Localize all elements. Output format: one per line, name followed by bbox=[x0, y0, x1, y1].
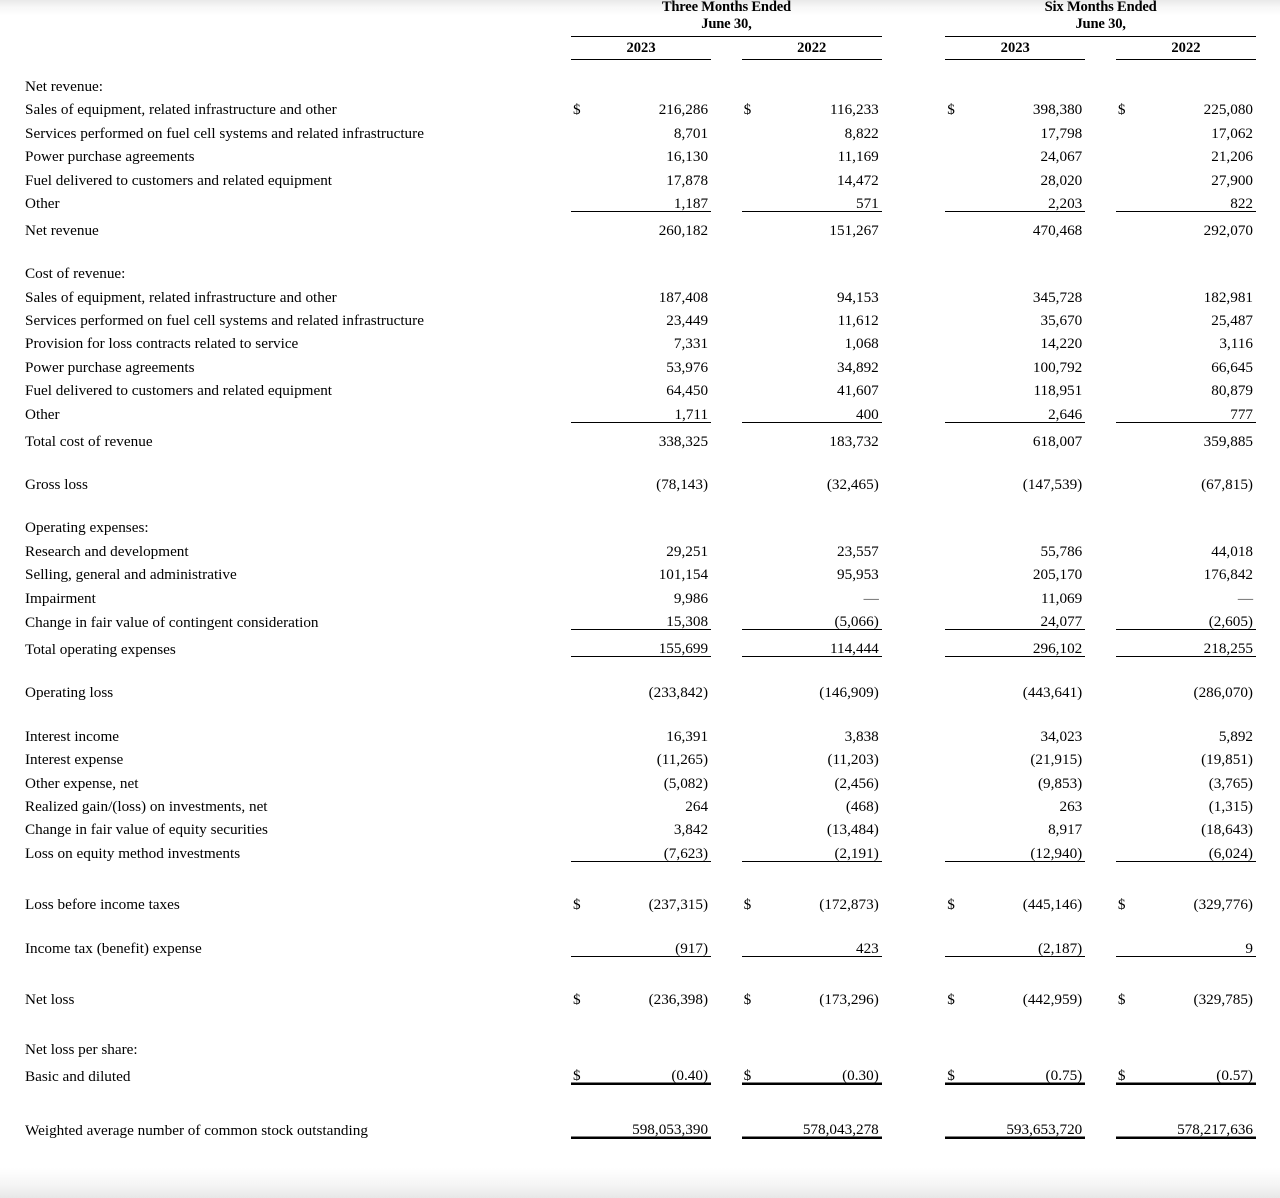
table-row-rev-sales bbox=[24, 94, 1256, 117]
spacer bbox=[24, 657, 1256, 678]
value-ytd-2022: 5,892 bbox=[1218, 727, 1253, 745]
row-label: Loss before income taxes bbox=[25, 896, 180, 914]
value-q2-2023: (917) bbox=[599, 932, 711, 956]
value-ytd-2023: (21,915) bbox=[1030, 751, 1083, 769]
currency-symbol: $ bbox=[1117, 990, 1126, 1008]
table-row-rev-services bbox=[24, 118, 1256, 141]
value-q2-2022: 578,043,278 bbox=[770, 1112, 882, 1139]
value-q2-2023: 16,130 bbox=[666, 148, 709, 166]
row-label: Impairment bbox=[25, 589, 96, 607]
header-six-months-subtitle: June 30, bbox=[1075, 15, 1126, 32]
value-q2-2023: (233,842) bbox=[648, 684, 709, 702]
row-label: Power purchase agreements bbox=[25, 358, 195, 376]
value-ytd-2022: (1,315) bbox=[1208, 797, 1253, 815]
value-q2-2023: 8,701 bbox=[673, 124, 709, 142]
value-q2-2022: 11,612 bbox=[837, 312, 879, 330]
table-row-rev-other bbox=[24, 188, 1256, 212]
value-ytd-2023: 296,102 bbox=[974, 630, 1086, 657]
value-ytd-2023: 263 bbox=[1059, 797, 1083, 815]
value-q2-2023: (0.40) bbox=[599, 1058, 711, 1085]
value-q2-2022: (173,296) bbox=[819, 990, 879, 1008]
value-q2-2022: 34,892 bbox=[837, 358, 879, 376]
value-ytd-2022: 822 bbox=[1144, 188, 1256, 212]
value-q2-2023: (7,623) bbox=[599, 838, 711, 862]
value-q2-2022: 151,267 bbox=[829, 221, 879, 239]
currency-symbol: $ bbox=[571, 1058, 599, 1085]
row-label: Operating loss bbox=[25, 684, 114, 702]
spacer bbox=[24, 1084, 1256, 1112]
value-ytd-2022: 80,879 bbox=[1211, 382, 1253, 400]
table-row-other-expense-net bbox=[24, 767, 1256, 790]
value-q2-2022: (0.30) bbox=[770, 1058, 882, 1085]
value-q2-2022: (13,484) bbox=[826, 821, 879, 839]
table-row-net-revenue-total bbox=[24, 212, 1256, 239]
value-ytd-2022: (3,765) bbox=[1208, 774, 1253, 792]
table-row-basic-and-diluted bbox=[24, 1058, 1256, 1085]
row-label: Other bbox=[25, 195, 60, 213]
value-ytd-2022: (286,070) bbox=[1193, 684, 1253, 702]
value-q2-2022: 116,233 bbox=[829, 101, 879, 119]
value-q2-2023: (5,082) bbox=[663, 774, 709, 792]
section-label: Operating expenses: bbox=[25, 519, 149, 537]
spacer bbox=[24, 956, 1256, 984]
header-year-2022-three-months: 2022 bbox=[742, 37, 882, 60]
value-q2-2022: 400 bbox=[770, 398, 882, 422]
header-six-months-title: Six Months Ended bbox=[1044, 0, 1157, 15]
value-q2-2023: 187,408 bbox=[658, 288, 709, 306]
value-ytd-2022: (19,851) bbox=[1201, 751, 1253, 769]
header-three-months-title: Three Months Ended bbox=[661, 0, 791, 15]
spacer bbox=[24, 449, 1256, 469]
spacer bbox=[24, 1007, 1256, 1034]
row-label: Net revenue bbox=[25, 221, 99, 239]
row-label: Gross loss bbox=[25, 476, 88, 494]
value-ytd-2022: 182,981 bbox=[1203, 288, 1253, 306]
value-ytd-2023: 470,468 bbox=[1032, 221, 1083, 239]
row-label: Total operating expenses bbox=[25, 640, 176, 658]
value-ytd-2022: 578,217,636 bbox=[1144, 1112, 1256, 1139]
value-ytd-2022: 66,645 bbox=[1211, 358, 1253, 376]
value-ytd-2023: 2,646 bbox=[974, 398, 1086, 422]
value-q2-2023: 17,878 bbox=[666, 171, 709, 189]
value-q2-2023: 260,182 bbox=[658, 221, 709, 239]
table-row-opex-impairment bbox=[24, 582, 1256, 605]
row-label: Change in fair value of contingent consideration bbox=[25, 613, 319, 631]
value-ytd-2023: 24,077 bbox=[974, 606, 1086, 630]
value-ytd-2023: 35,670 bbox=[1040, 312, 1083, 330]
spacer bbox=[24, 492, 1256, 512]
value-ytd-2022: 17,062 bbox=[1211, 124, 1253, 142]
value-q2-2022: (146,909) bbox=[819, 684, 879, 702]
value-ytd-2022: 176,842 bbox=[1203, 566, 1253, 584]
value-q2-2023: 15,308 bbox=[599, 606, 711, 630]
currency-symbol: $ bbox=[742, 1058, 770, 1085]
section-label: Net revenue: bbox=[25, 77, 104, 95]
value-q2-2022: 8,822 bbox=[844, 124, 879, 142]
value-ytd-2023: (443,641) bbox=[1022, 684, 1083, 702]
value-ytd-2023: (442,959) bbox=[1022, 990, 1083, 1008]
value-ytd-2023: 205,170 bbox=[1032, 566, 1083, 584]
value-ytd-2023: 55,786 bbox=[1040, 542, 1083, 560]
income-statement-table bbox=[24, 0, 1256, 1139]
value-q2-2022: 94,153 bbox=[837, 288, 879, 306]
value-ytd-2023: 8,917 bbox=[1048, 821, 1083, 839]
currency-symbol: $ bbox=[947, 896, 955, 914]
row-label: Basic and diluted bbox=[25, 1067, 131, 1085]
row-label: Fuel delivered to customers and related equipment bbox=[25, 171, 333, 189]
value-q2-2022: 11,169 bbox=[837, 148, 879, 166]
value-q2-2023: 64,450 bbox=[666, 382, 709, 400]
table-row-cost-fuel bbox=[24, 375, 1256, 398]
value-ytd-2022: (0.57) bbox=[1144, 1058, 1256, 1085]
table-row-rev-ppa bbox=[24, 141, 1256, 164]
value-ytd-2023: 345,728 bbox=[1032, 288, 1083, 306]
section-header-operating-expenses bbox=[24, 512, 1256, 535]
spacer bbox=[24, 861, 1256, 889]
row-label: Sales of equipment, related infrastructure and other bbox=[25, 288, 337, 306]
header-three-months-subtitle: June 30, bbox=[701, 15, 752, 32]
header-group-row bbox=[24, 0, 1256, 17]
currency-symbol: $ bbox=[573, 990, 581, 1008]
value-ytd-2022: 44,018 bbox=[1211, 542, 1253, 560]
value-ytd-2022: (329,776) bbox=[1193, 896, 1253, 914]
value-q2-2022: (2,456) bbox=[834, 774, 879, 792]
row-label: Other bbox=[25, 406, 60, 424]
table-row-loss-equity-method bbox=[24, 838, 1256, 862]
value-q2-2022: (11,203) bbox=[827, 751, 879, 769]
value-ytd-2023: 593,653,720 bbox=[974, 1112, 1086, 1139]
value-q2-2023: 155,699 bbox=[599, 630, 711, 657]
table-row-loss-before-taxes bbox=[24, 889, 1256, 912]
value-ytd-2023: (147,539) bbox=[1022, 476, 1083, 494]
table-row-interest-expense bbox=[24, 744, 1256, 767]
value-ytd-2023: (0.75) bbox=[974, 1058, 1086, 1085]
section-label: Net loss per share: bbox=[25, 1041, 138, 1059]
row-label: Power purchase agreements bbox=[25, 148, 195, 166]
value-ytd-2023: 28,020 bbox=[1040, 171, 1083, 189]
value-q2-2022: (172,873) bbox=[819, 896, 879, 914]
value-ytd-2023: (12,940) bbox=[974, 838, 1086, 862]
value-q2-2022: 41,607 bbox=[837, 382, 879, 400]
spacer bbox=[24, 912, 1256, 932]
value-q2-2023: 1,187 bbox=[599, 188, 711, 212]
value-q2-2022: 183,732 bbox=[829, 432, 879, 450]
table-row-realized-gain-loss bbox=[24, 791, 1256, 814]
value-q2-2023: 29,251 bbox=[666, 542, 709, 560]
row-label: Research and development bbox=[25, 542, 189, 560]
value-q2-2022: 3,838 bbox=[844, 727, 879, 745]
row-label: Interest expense bbox=[25, 751, 124, 769]
table-row-opex-contingent bbox=[24, 606, 1256, 630]
value-q2-2022: 114,444 bbox=[770, 630, 882, 657]
row-label: Change in fair value of equity securities bbox=[25, 821, 268, 839]
header-year-row bbox=[24, 37, 1256, 60]
table-row-total-operating-expenses bbox=[24, 630, 1256, 657]
value-ytd-2022: (6,024) bbox=[1144, 838, 1256, 862]
table-row-cost-services bbox=[24, 305, 1256, 328]
header-year-2022-six-months: 2022 bbox=[1116, 37, 1256, 60]
value-q2-2023: 16,391 bbox=[666, 727, 709, 745]
value-ytd-2022: 292,070 bbox=[1203, 221, 1253, 239]
value-q2-2022: (32,465) bbox=[826, 476, 879, 494]
row-label: Realized gain/(loss) on investments, net bbox=[25, 797, 268, 815]
value-ytd-2022: (2,605) bbox=[1144, 606, 1256, 630]
table-row-net-loss bbox=[24, 984, 1256, 1007]
value-ytd-2022: 9 bbox=[1144, 932, 1256, 956]
row-label: Services performed on fuel cell systems and related infrastructure bbox=[25, 124, 424, 142]
value-q2-2023: 1,711 bbox=[599, 398, 711, 422]
value-q2-2023: 338,325 bbox=[658, 432, 709, 450]
value-q2-2022: 1,068 bbox=[844, 335, 879, 353]
row-label: Selling, general and administrative bbox=[25, 566, 237, 584]
header-year-2023-three-months: 2023 bbox=[571, 37, 711, 60]
value-ytd-2023: 14,220 bbox=[1040, 335, 1083, 353]
value-q2-2023: (11,265) bbox=[656, 751, 709, 769]
table-row-opex-rnd bbox=[24, 536, 1256, 559]
value-ytd-2022: 218,255 bbox=[1144, 630, 1256, 657]
table-row-weighted-average-shares bbox=[24, 1112, 1256, 1139]
table-row-rev-fuel bbox=[24, 164, 1256, 187]
value-q2-2023: 53,976 bbox=[666, 358, 709, 376]
row-label: Provision for loss contracts related to service bbox=[25, 335, 299, 353]
spacer bbox=[24, 238, 1256, 258]
table-row-cost-sales bbox=[24, 282, 1256, 305]
value-q2-2022: 95,953 bbox=[837, 566, 879, 584]
value-ytd-2023: (9,853) bbox=[1037, 774, 1083, 792]
value-ytd-2022: (67,815) bbox=[1201, 476, 1253, 494]
value-ytd-2023: 11,069 bbox=[1041, 589, 1083, 607]
currency-symbol: $ bbox=[1117, 896, 1126, 914]
currency-symbol: $ bbox=[743, 896, 752, 914]
value-ytd-2022: 225,080 bbox=[1203, 101, 1253, 119]
currency-symbol: $ bbox=[947, 101, 955, 119]
table-row-gross-loss bbox=[24, 469, 1256, 492]
value-ytd-2023: 398,380 bbox=[1032, 101, 1083, 119]
row-label: Net loss bbox=[25, 990, 75, 1008]
table-row-operating-loss bbox=[24, 677, 1256, 700]
value-q2-2022: 423 bbox=[770, 932, 882, 956]
row-label: Services performed on fuel cell systems and related infrastructure bbox=[25, 312, 424, 330]
value-q2-2022: (5,066) bbox=[770, 606, 882, 630]
header-subtitle-row bbox=[24, 17, 1256, 34]
table-row-total-cost-of-revenue bbox=[24, 422, 1256, 449]
value-q2-2023: (237,315) bbox=[648, 896, 709, 914]
section-label: Cost of revenue: bbox=[25, 265, 126, 283]
table-row-cost-ppa bbox=[24, 352, 1256, 375]
value-ytd-2022: 21,206 bbox=[1211, 148, 1253, 166]
value-q2-2023: 3,842 bbox=[673, 821, 709, 839]
table-row-fair-value-equity bbox=[24, 814, 1256, 837]
table-row-opex-sga bbox=[24, 559, 1256, 582]
table-row-cost-provision bbox=[24, 328, 1256, 351]
currency-symbol: $ bbox=[743, 101, 752, 119]
value-q2-2023: 264 bbox=[685, 797, 709, 815]
value-ytd-2023: 34,023 bbox=[1040, 727, 1083, 745]
value-ytd-2022: 25,487 bbox=[1211, 312, 1253, 330]
row-label: Weighted average number of common stock outstanding bbox=[25, 1121, 368, 1139]
currency-symbol: $ bbox=[1117, 101, 1126, 119]
row-label: Loss on equity method investments bbox=[25, 845, 241, 863]
section-header-net-revenue bbox=[24, 71, 1256, 94]
value-q2-2022: 571 bbox=[770, 188, 882, 212]
value-ytd-2022: — bbox=[1237, 589, 1253, 607]
section-header-cost-of-revenue bbox=[24, 258, 1256, 281]
value-q2-2023: (78,143) bbox=[656, 476, 709, 494]
value-q2-2022: 23,557 bbox=[837, 542, 879, 560]
value-ytd-2023: (445,146) bbox=[1022, 896, 1083, 914]
currency-symbol: $ bbox=[1116, 1058, 1144, 1085]
value-q2-2023: 9,986 bbox=[673, 589, 709, 607]
value-ytd-2023: (2,187) bbox=[974, 932, 1086, 956]
section-header-net-loss-per-share bbox=[24, 1034, 1256, 1057]
spacer bbox=[24, 701, 1256, 721]
value-ytd-2023: 100,792 bbox=[1032, 358, 1083, 376]
value-ytd-2023: 2,203 bbox=[974, 188, 1086, 212]
value-q2-2022: 14,472 bbox=[837, 171, 879, 189]
value-ytd-2023: 24,067 bbox=[1040, 148, 1083, 166]
currency-symbol: $ bbox=[945, 1058, 973, 1085]
value-ytd-2022: (329,785) bbox=[1193, 990, 1253, 1008]
value-q2-2023: 23,449 bbox=[666, 312, 709, 330]
row-label: Sales of equipment, related infrastructure and other bbox=[25, 101, 337, 119]
value-ytd-2022: 3,116 bbox=[1219, 335, 1253, 353]
currency-symbol: $ bbox=[743, 990, 752, 1008]
value-ytd-2023: 118,951 bbox=[1033, 382, 1083, 400]
value-q2-2022: (2,191) bbox=[770, 838, 882, 862]
value-ytd-2023: 618,007 bbox=[1032, 432, 1083, 450]
row-label: Fuel delivered to customers and related equipment bbox=[25, 382, 333, 400]
currency-symbol: $ bbox=[573, 896, 581, 914]
header-year-2023-six-months: 2023 bbox=[945, 37, 1085, 60]
value-ytd-2023: 17,798 bbox=[1040, 124, 1083, 142]
row-label: Other expense, net bbox=[25, 774, 139, 792]
currency-symbol: $ bbox=[947, 990, 955, 1008]
value-q2-2023: (236,398) bbox=[648, 990, 709, 1008]
row-label: Income tax (benefit) expense bbox=[25, 940, 202, 958]
value-ytd-2022: 359,885 bbox=[1203, 432, 1253, 450]
value-ytd-2022: (18,643) bbox=[1201, 821, 1253, 839]
value-q2-2023: 216,286 bbox=[658, 101, 709, 119]
currency-symbol: $ bbox=[573, 101, 581, 119]
spacer bbox=[24, 59, 1256, 71]
value-q2-2023: 101,154 bbox=[658, 566, 709, 584]
row-label: Interest income bbox=[25, 727, 120, 745]
value-q2-2023: 598,053,390 bbox=[599, 1112, 711, 1139]
value-ytd-2022: 27,900 bbox=[1211, 171, 1253, 189]
table-row-cost-other bbox=[24, 398, 1256, 422]
table-row-income-tax bbox=[24, 932, 1256, 956]
value-ytd-2022: 777 bbox=[1144, 398, 1256, 422]
row-label: Total cost of revenue bbox=[25, 432, 153, 450]
value-q2-2022: — bbox=[863, 589, 879, 607]
value-q2-2023: 7,331 bbox=[673, 335, 709, 353]
value-q2-2022: (468) bbox=[845, 797, 879, 815]
table-row-interest-income bbox=[24, 721, 1256, 744]
